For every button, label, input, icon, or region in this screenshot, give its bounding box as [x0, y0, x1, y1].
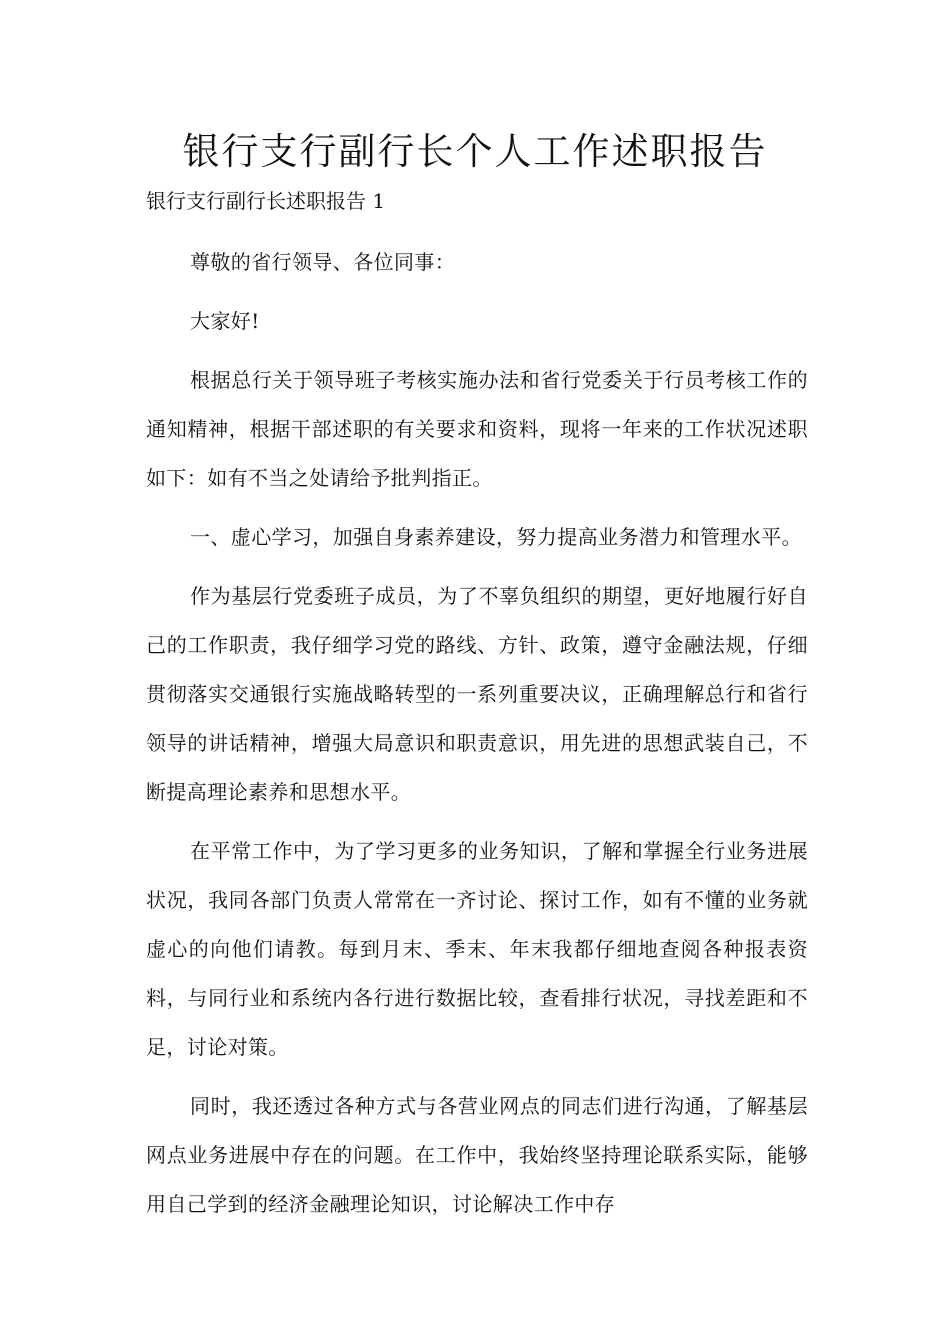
paragraph-body: 在平常工作中，为了学习更多的业务知识，了解和掌握全行业务进展状况，我同各部门负责人常常在一齐讨论、探讨工作，如有不懂的业务就虚心的向他们请教。每到月末、季末、年末我都仔细地查阅各种报表资料，与同行业和系统内各行进行数据比较，查看排行状况，寻找差距和不足，讨论对策。	[146, 839, 808, 1059]
section-heading-1: 一、虚心学习，加强自身素养建设，努力提高业务潜力和管理水平。	[190, 525, 802, 549]
paragraph-salutation: 尊敬的省行领导、各位同事：	[190, 250, 456, 274]
paragraph-intro: 根据总行关于领导班子考核实施办法和省行党委关于行员考核工作的通知精神，根据干部述职的有关要求和资料，现将一年来的工作状况述职如下：如有不当之处请给予批判指正。	[146, 368, 808, 490]
paragraph-body: 同时，我还透过各种方式与各营业网点的同志们进行沟通，了解基层网点业务进展中存在的问题。在工作中，我始终坚持理论联系实际，能够用自己学到的经济金融理论知识，讨论解决工作中存	[146, 1094, 808, 1216]
document-body	[146, 238, 808, 1239]
paragraph-greeting: 大家好!	[190, 309, 260, 333]
document-subtitle: 银行支行副行长述职报告 1	[146, 189, 386, 213]
document-title: 银行支行副行长个人工作述职报告	[182, 130, 768, 173]
paragraph-body: 作为基层行党委班子成员，为了不辜负组织的期望，更好地履行好自己的工作职责，我仔细学习党的路线、方针、政策，遵守金融法规，仔细贯彻落实交通银行实施战略转型的一系列重要决议，正确理解总行和省行领导的讲话精神，增强大局意识和职责意识，用先进的思想武装自己，不断提高理论素养和思想水平。	[146, 584, 808, 804]
